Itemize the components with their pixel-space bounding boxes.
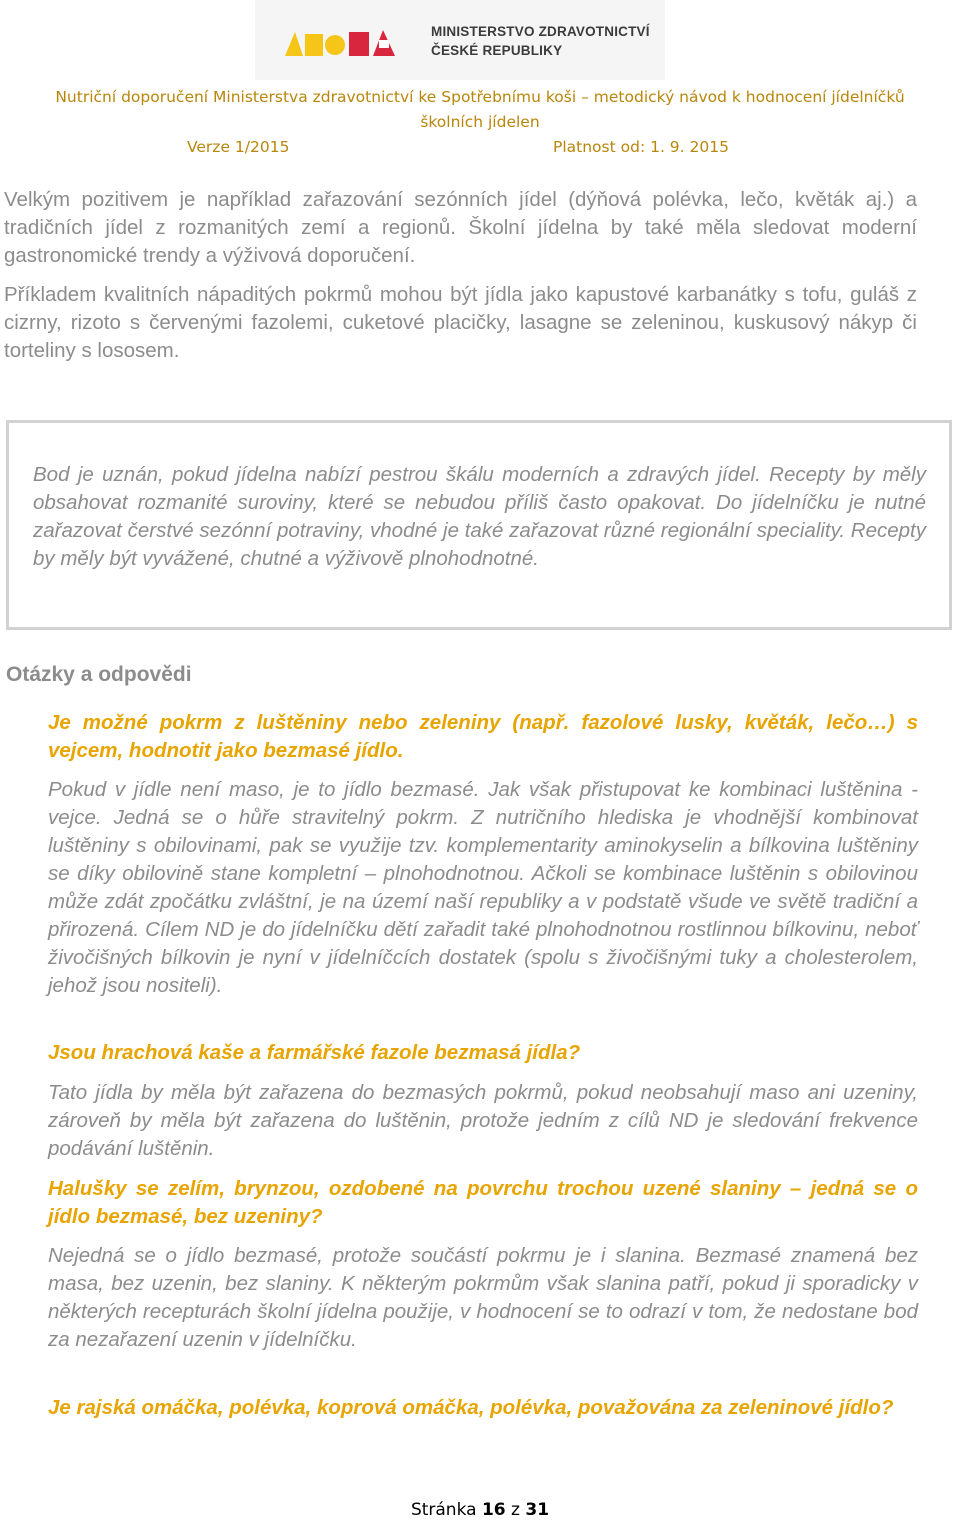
logo-line1: MINISTERSTVO ZDRAVOTNICTVÍ: [431, 24, 650, 39]
header-version: Verze 1/2015: [187, 138, 290, 156]
logo-text: [431, 22, 650, 60]
header-title-line1: Nutriční doporučení Ministerstva zdravotnictví ke Spotřebnímu koši – metodický návod k hodnocení jídelníčků: [55, 88, 905, 106]
faq-answer-1: Pokud v jídle není maso, je to jídlo bezmasé. Jak však přistupovat ke kombinaci luštěnina - vejce. Jedná se o hůře stravitelný pokrm. Z nutričního hlediska je vhodnější kombinovat luštěniny s obilovinami, pak se využije tzv. komplementarity aminokyselin a bílkovina luštěniny se díky obilovině stane kompletní – plnohodnotnou. Ačkoli se kombinace luštěnin s obilovinou může zdát zpočátku zvláštní, je na území naší republiky a v podstatě všude ve světě tradiční a přirozená. Cílem ND je do jídelníčku dětí zařadit také plnohodnotnou rostlinnou bílkovinu, neboť živočišných bílkovin je nyní v jídelníčcích dostatek (spolu s živočišnými tuky a cholesterolem, jehož jsou nositeli).: [48, 778, 918, 997]
footer-prefix: Stránka: [410, 1500, 477, 1520]
criterion-box: [6, 420, 952, 630]
criterion-text: Bod je uznán, pokud jídelna nabízí pestrou škálu moderních a zdravých jídel. Recepty by měly obsahovat rozmanité suroviny, které se nebudou příliš často opakovat. Do jídelníčku je nutné zařazovat čerstvé sezónní potraviny, vhodné je také zařazovat různé regionální speciality. Recepty by měly být vyvážené, chutné a výživově plnohodnotné.: [33, 463, 926, 570]
footer-total: 31: [525, 1500, 550, 1520]
faq-question-2: Jsou hrachová kaše a farmářské fazole bezmasá jídla?: [48, 1041, 581, 1064]
paragraph-examples: Příkladem kvalitních nápaditých pokrmů mohou být jídla jako kapustové karbanátky s tofu, guláš z cizrny, rizoto s červenými fazolemi, cuketové placičky, lasagne se zeleninou, kuskusový nákyp či torteliny s lososem.: [4, 283, 917, 362]
faq-answer-2: Tato jídla by měla být zařazena do bezmasých pokrmů, pokud neobsahují maso ani uzeniny, zároveň by měla být zařazena do luštěnin, protože jedním z cílů ND je sledování frekvence podávání luštěnin.: [48, 1081, 918, 1160]
logo-line2: ČESKÉ REPUBLIKY: [431, 43, 563, 58]
mz-logo-mark-icon: [283, 26, 403, 60]
footer-sep: z: [511, 1500, 520, 1520]
page-number-footer: [0, 1500, 960, 1520]
faq-question-1: Je možné pokrm z luštěniny nebo zeleniny (např. fazolové lusky, květák, lečo…) s vejcem, hodnotit jako bezmasé jídlo.: [48, 711, 918, 762]
paragraph-seasonal: Velkým pozitivem je například zařazování sezónních jídel (dýňová polévka, lečo, květák aj.) a tradičních jídel z rozmanitých zemí a regionů. Školní jídelna by také měla sledovat moderní gastronomické trendy a výživová doporučení.: [4, 188, 917, 267]
faq-question-3: Halušky se zelím, brynzou, ozdobené na povrchu trochou uzené slaniny – jedná se o jídlo bezmasé, bez uzeniny?: [48, 1177, 918, 1228]
faq-title: Otázky a odpovědi: [6, 663, 192, 686]
header-title-line2: školních jídelen: [420, 113, 540, 131]
footer-page: 16: [481, 1500, 506, 1520]
faq-answer-3: Nejedná se o jídlo bezmasé, protože součástí pokrmu je i slanina. Bezmasé znamená bez masa, bez uzenin, bez slaniny. K některým pokrmům však slanina patří, pokud ji sporadicky v některých recepturách školní jídelna použije, v hodnocení se to odrazí v tom, že nedostane bod za nezařazení uzenin v jídelníčku.: [48, 1244, 918, 1351]
ministry-logo: [255, 0, 665, 80]
faq-question-4: Je rajská omáčka, polévka, koprová omáčka, polévka, považována za zeleninové jídlo?: [48, 1396, 894, 1419]
header-validity: Platnost od: 1. 9. 2015: [553, 138, 729, 156]
